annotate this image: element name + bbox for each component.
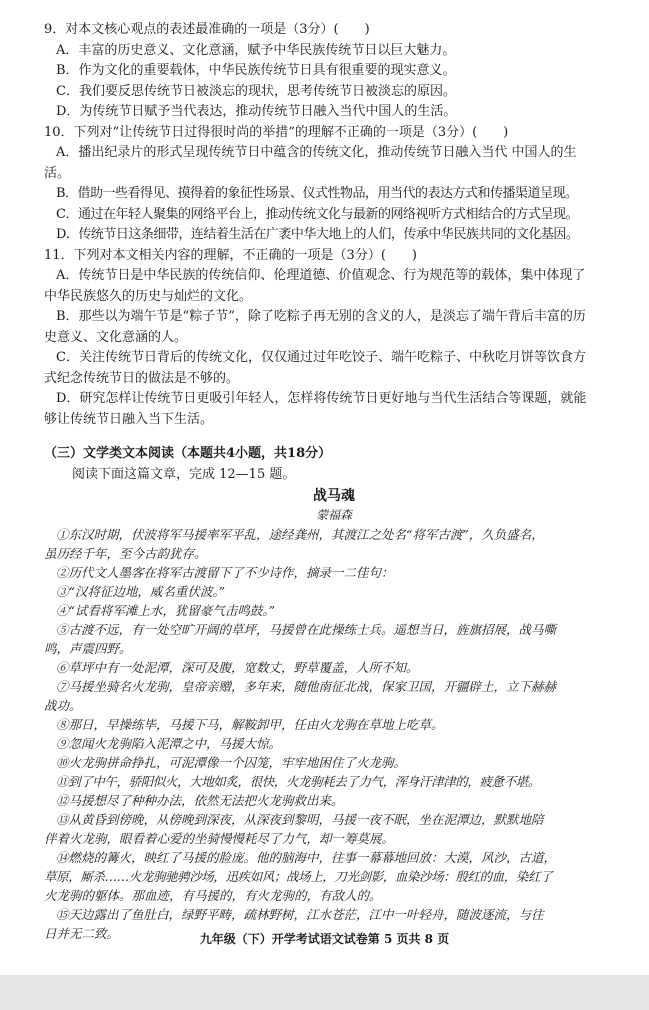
- story-paragraph-3: ③“汉将征边地，威名重伏波。”: [56, 584, 226, 599]
- question-10: [44, 123, 624, 246]
- question-10-option-d: D．传统节日这条细带，连结着生活在广袤中华大地上的人们，传承中华民族共同的文化基因。: [56, 227, 579, 242]
- story-paragraph-2: ②历代文人墨客在将军古渡留下了不少诗作，摘录一二佳句：: [56, 565, 394, 580]
- story-paragraph-11: ⑪到了中午，骄阳似火，大地如炙，很快，火龙驹耗去了力气，浑身汗津津的，疲惫不堪。: [56, 774, 541, 789]
- story-paragraph-10: ⑩火龙驹拼命挣扎，可泥潭像一个囚笼，牢牢地困住了火龙驹。: [56, 755, 407, 770]
- question-11-option-a: A．传统节日是中华民族的传统信仰、伦理道德、价值观念、行为规范等的载体，集中体现了: [56, 268, 586, 283]
- story-paragraph-15: ⑮天边露出了鱼肚白，绿野平畴，疏林野树，江水苍茫，江中一叶轻舟，随波逐流，与往: [56, 907, 544, 922]
- story-paragraph-1: ①东汉时期，伏波将军马援率军平乱，途经龚州，其渡江之处名“将军古渡”，久负盛名，: [56, 527, 544, 542]
- viewer-bottom-bar: [0, 975, 649, 1010]
- story-paragraph-7-cont: 战功。: [44, 698, 82, 713]
- question-11-option-c-cont: 式纪念传统节日的做法是不够的。: [44, 370, 240, 386]
- section-3: [44, 444, 624, 485]
- question-10-option-c: C．通过在年轻人聚集的网络平台上，推动传统文化与最新的网络视听方式相结合的方式呈现。: [56, 206, 578, 222]
- question-11-option-a-cont: 中华民族悠久的历史与灿烂的文化。: [44, 288, 253, 304]
- question-11-stem: 11．下列对本文相关内容的理解，不正确的一项是（3分）( ): [44, 247, 417, 263]
- story-author: 蒙福森: [315, 508, 352, 522]
- story-paragraph-5-cont: 鸣，声震四野。: [44, 641, 132, 656]
- section-3-instruction: 阅读下面这篇文章，完成 12—15 题。: [72, 466, 296, 482]
- question-11-option-b: B．那些以为端午节是“粽子节”，除了吃粽子再无别的含义的人，是淡忘了端午背后丰富的历: [56, 309, 586, 324]
- question-11-option-d: D．研究怎样让传统节日更吸引年轻人，怎样将传统节日更好地与当代生活结合等课题，就能: [56, 391, 587, 406]
- story-paragraph-12: ⑫马援想尽了种种办法，依然无法把火龙驹救出来。: [56, 793, 344, 808]
- section-3-heading: （三）文学类文本阅读（本题共4小题，共18分）: [44, 446, 332, 461]
- page-footer: 九年级（下）开学考试语文试卷第 5 页共 8 页: [199, 932, 450, 946]
- question-11-option-b-cont: 史意义、文化意涵的人。: [44, 329, 188, 345]
- question-10-option-a: A．播出纪录片的形式呈现传统节日中蕴含的传统文化，推动传统节日融入当代 中国人的生: [56, 145, 577, 160]
- story-paragraph-13-cont: 伴着火龙驹，眼看着心爱的坐骑慢慢耗尽了力气，却一筹莫展。: [44, 831, 395, 846]
- story-paragraph-14-cont-2: 火龙驹的躯体。那血迹，有马援的，有火龙驹的，有敌人的。: [44, 888, 382, 903]
- story-paragraph-4: ④“试看将军滩上水，犹留豪气击鸣鼓。”: [56, 603, 276, 618]
- story-paragraph-13: ⑬从黄昏到傍晚，从傍晚到深夜，从深夜到黎明，马援一夜不眠，坐在泥潭边，默默地陪: [56, 812, 544, 827]
- question-11: [44, 246, 624, 431]
- question-10-stem: 10．下列对“让传统节日过得很时尚的举措”的理解不正确的一项是（3分）( ): [44, 124, 509, 140]
- page-content: [44, 20, 624, 943]
- question-9-option-b: B．作为文化的重要载体，中华民族传统节日具有很重要的现实意义。: [56, 63, 456, 78]
- question-9-option-a: A．丰富的历史意义、文化意涵，赋予中华民族传统节日以巨大魅力。: [56, 42, 456, 58]
- question-11-option-c: C．关注传统节日背后的传统文化，仅仅通过过年吃饺子、端午吃粽子、中秋吃月饼等饮食方: [56, 350, 586, 365]
- story-paragraph-7: ⑦马援坐骑名火龙驹，皇帝亲赠，多年来，随他南征北战，保家卫国，开疆辟土，立下赫赫: [56, 679, 557, 694]
- story-paragraph-14-cont-1: 草原，厮杀……火龙驹驰骋沙场，迅疾如风；战场上，刀光剑影，血染沙场：殷红的血，染红了: [44, 869, 553, 884]
- story-paragraph-6: ⑥草坪中有一处泥潭，深可及腹，宽数丈，野草覆盖，人所不知。: [56, 660, 419, 675]
- question-9-option-d: D．为传统节日赋予当代表达，推动传统节日融入当代中国人的生活。: [56, 104, 457, 119]
- story-paragraph-8: ⑧那日，早操练毕，马援下马，解鞍卸甲，任由火龙驹在草地上吃草。: [56, 717, 444, 732]
- question-11-option-d-cont: 够让传统节日融入当下生活。: [44, 411, 214, 427]
- story-paragraph-15-cont: 日并无二致。: [44, 926, 120, 941]
- question-10-option-b: B．借助一些看得见、摸得着的象征性场景、仪式性物品，用当代的表达方式和传播渠道呈现。: [56, 186, 578, 201]
- question-10-option-a-cont: 活。: [44, 165, 71, 181]
- story-paragraph-5: ⑤古渡不远，有一处空旷开阔的草坪，马援曾在此操练士兵。遥想当日，旌旗招展，战马嘶: [56, 622, 557, 637]
- story-title: 战马魂: [313, 488, 355, 504]
- question-9: [44, 20, 624, 123]
- story-paragraph-14: ⑭燃烧的篝火，映红了马援的脸庞。他的脑海中，往事一幕幕地回放：大漠，风沙，古道，: [56, 850, 557, 865]
- story-paragraph-1-cont: 虽历经千年，至今古韵犹存。: [44, 546, 207, 561]
- question-9-option-c: C．我们要反思传统节日被淡忘的现状，思考传统节日被淡忘的原因。: [56, 83, 456, 99]
- story-paragraph-9: ⑨忽闻火龙驹陷入泥潭之中，马援大惊。: [56, 736, 282, 751]
- question-9-stem: 9．对本文核心观点的表述最准确的一项是（3分）( ): [44, 22, 370, 37]
- story: [44, 487, 624, 943]
